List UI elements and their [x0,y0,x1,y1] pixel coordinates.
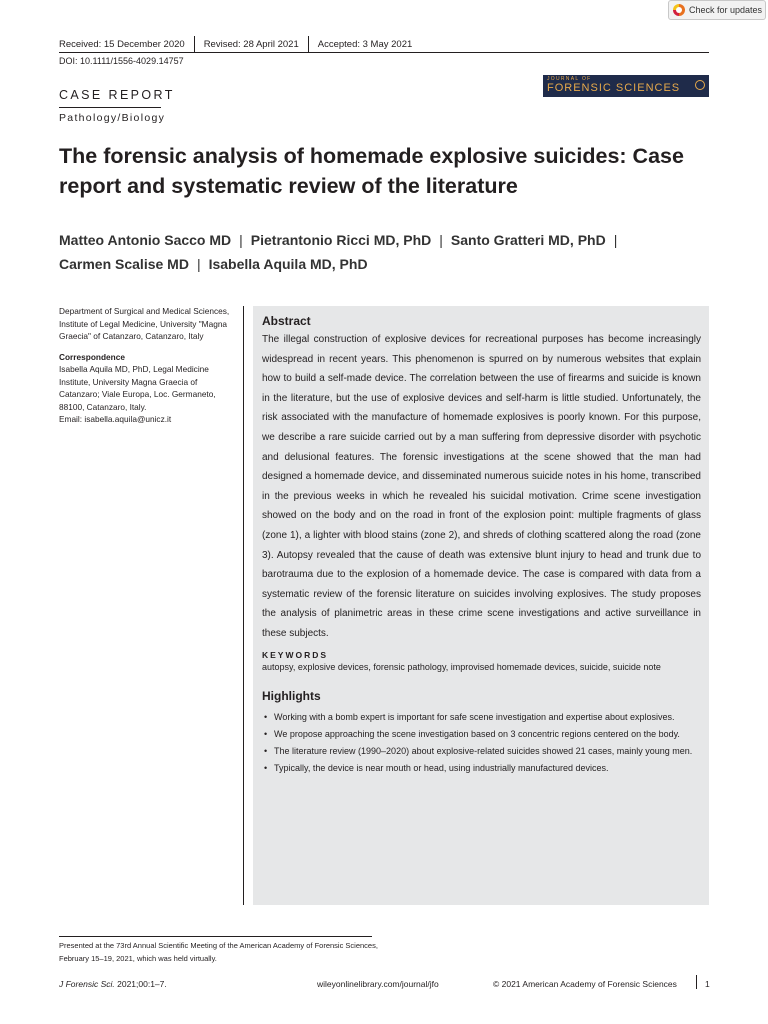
journal-logo-small-text: JOURNAL OF [547,76,592,82]
revised-date: Revised: 28 April 2021 [203,38,299,50]
divider [308,36,309,52]
abstract-text: The illegal construction of explosive devices for recreational purposes has become increasingly widespread in recent years. This phenomenon is spurred on by numerous websites that explain how to build a self-made device. The correlation between the use of firearms and suicide is known in the literature, but the use of explosive devices and self-harm is little studied. Unfortunately, the risk associated with the manufacture of homemade explosives is poorly known. For this purpose, we describe a rare suicide carried out by a man suffering from depressive disorder with psychotic and delusional features. The forensic investigations at the scene showed that the man had designed a homemade device, and disseminated numerous suicide notes in his home, transcribed in the previous weeks in which he revealed his suicidal motivation. Crime scene investigation showed on the body and on the road in front of the explosion point: multiple fragments of glass (zone 1), a lighter with blood stains (zone 2), and shreds of clothing scattered along the road (zone 3). Autopsy revealed that the cause of death was extensive blunt injury to head and trunk due to barotrauma due to the explosion of a homemade device. The case is compared with data from a systematic review of the forensic literature on suicides involving explosives. The study proposes the analysis of planimetric areas in these crime scene investigations and active surveillance in these subjects. [262,334,701,639]
header-rule [59,52,709,53]
author[interactable]: Santo Gratteri MD, PhD [450,232,606,248]
correspondence-text: Isabella Aquila MD, PhD, Legal Medicine Institute, University Magna Graecia of Catanzaro; Viale Europa, Loc. Germaneto, 88100, Catanzaro, Italy. [59,364,216,412]
highlight-item: • We propose approaching the scene investigation based on 3 concentric regions centered on the body. [262,726,701,743]
article-section: Pathology/Biology [59,112,166,124]
check-for-updates-button[interactable] [668,0,766,20]
correspondence-heading: Correspondence [59,351,125,362]
seal-icon [695,80,705,90]
author-list [59,228,709,276]
page-number: 1 [705,979,710,989]
footer-citation [59,979,167,989]
check-for-updates-label: Check for updates [689,5,763,15]
divider [194,36,195,52]
abstract-box [253,306,709,905]
journal-logo-title: FORENSIC SCIENCES [547,82,681,94]
author[interactable]: Isabella Aquila MD, PhD [208,256,368,272]
keywords-heading: KEYWORDS [262,649,329,660]
abstract-heading: Abstract [262,314,311,328]
footnote: Presented at the 73rd Annual Scientific Meeting of the American Academy of Forensic Sciences, February 15–19, 2021, which was held virtually. [59,941,378,963]
doi[interactable]: DOI: 10.1111/1556-4029.14757 [59,56,184,66]
keywords-text: autopsy, explosive devices, forensic pathology, improvised homemade devices, suicide, suicide note [262,661,661,672]
author-separator: | [439,232,443,248]
column-divider [243,306,244,905]
footer-volume: 2021;00:1–7. [114,979,167,989]
author-separator: | [613,232,618,248]
highlight-item: • Typically, the device is near mouth or head, using industrially manufactured devices. [262,760,701,777]
accepted-date: Accepted: 3 May 2021 [317,38,413,50]
author[interactable]: Carmen Scalise MD [59,256,189,272]
author[interactable]: Pietrantonio Ricci MD, PhD [250,232,432,248]
received-date: Received: 15 December 2020 [59,38,185,50]
crossmark-icon [673,4,685,16]
journal-logo [543,75,709,97]
correspondence-email[interactable]: Email: isabella.aquila@unicz.it [59,414,172,424]
article-dates [59,36,412,52]
footer-copyright: © 2021 American Academy of Forensic Sciences [493,979,677,989]
footnote-rule [59,936,372,937]
highlight-item: • Working with a bomb expert is important for safe scene investigation and expertise about explosives. [262,709,701,726]
article-type: CASE REPORT [59,88,175,102]
highlights-list [262,709,701,777]
author[interactable]: Matteo Antonio Sacco MD [59,232,232,248]
footer-journal: J Forensic Sci. [59,979,115,989]
author-separator: | [196,256,201,272]
highlight-item: • The literature review (1990–2020) about explosive-related suicides showed 21 cases, mainly young men. [262,743,701,760]
author-separator: | [239,232,243,248]
article-type-rule [59,107,161,108]
article-title: The forensic analysis of homemade explosive suicides: Case report and systematic review of the literature [59,144,684,198]
highlights-heading: Highlights [262,688,321,703]
footer-divider [696,975,697,989]
affiliation: Department of Surgical and Medical Sciences, Institute of Legal Medicine, University "Magna Graecia" of Catanzaro, Catanzaro, Italy [59,306,230,341]
affiliation-column [59,305,239,426]
footer-url[interactable]: wileyonlinelibrary.com/journal/jfo [317,979,439,989]
